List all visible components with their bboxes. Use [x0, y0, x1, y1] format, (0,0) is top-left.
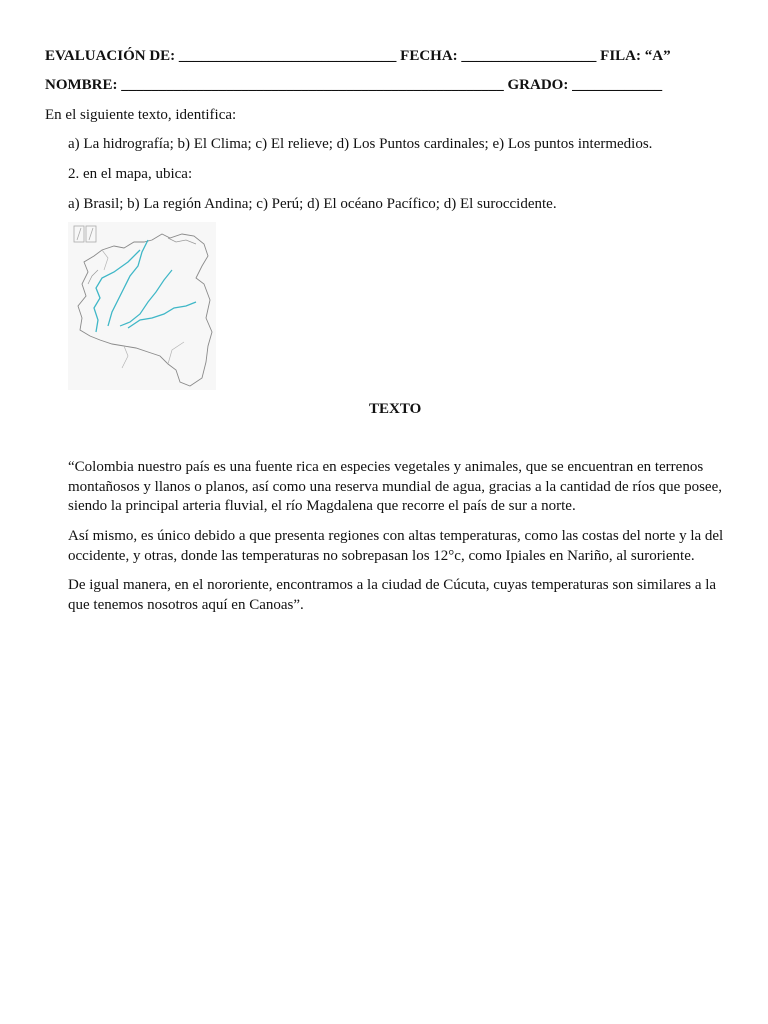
instruction-item-2-list: a) Brasil; b) La región Andina; c) Perú; d) El océano Pacífico; d) El suroccidente.	[68, 196, 557, 212]
colombia-outline-map	[68, 222, 216, 390]
map-background	[68, 222, 216, 390]
texto-paragraph-2: Así mismo, es único debido a que presenta regiones con altas temperaturas, como las costas del norte y la del occidente, y otras, donde las temperaturas no sobrepasan los 12°c, como Ipiales en Nariño, al suroriente.	[68, 528, 724, 564]
nombre-header-line: NOMBRE: ___________________________________________________ GRADO: ____________	[45, 77, 663, 93]
texto-paragraph-3: De igual manera, en el nororiente, encontramos a la ciudad de Cúcuta, cuyas temperaturas son similares a la que tenemos nosotros aquí en Canoas”.	[68, 577, 717, 613]
texto-paragraph-1: “Colombia nuestro país es una fuente rica en especies vegetales y animales, que se encuentran en terrenos montañosos y llanos o planos, así como una reserva mundial de agua, gracias a la cantidad de ríos que posee, siendo la principal arteria fluvial, el río Magdalena que recorre el país de sur a norte.	[68, 459, 722, 514]
texto-title: TEXTO	[369, 401, 422, 417]
instruction-item-a: a) La hidrografía; b) El Clima; c) El relieve; d) Los Puntos cardinales; e) Los puntos intermedios.	[68, 136, 653, 152]
instruction-item-2: 2. en el mapa, ubica:	[68, 166, 193, 182]
evaluacion-header-line: EVALUACIÓN DE: _____________________________ FECHA: __________________ FILA: “A”	[45, 48, 671, 64]
instructions-intro: En el siguiente texto, identifica:	[45, 107, 237, 123]
